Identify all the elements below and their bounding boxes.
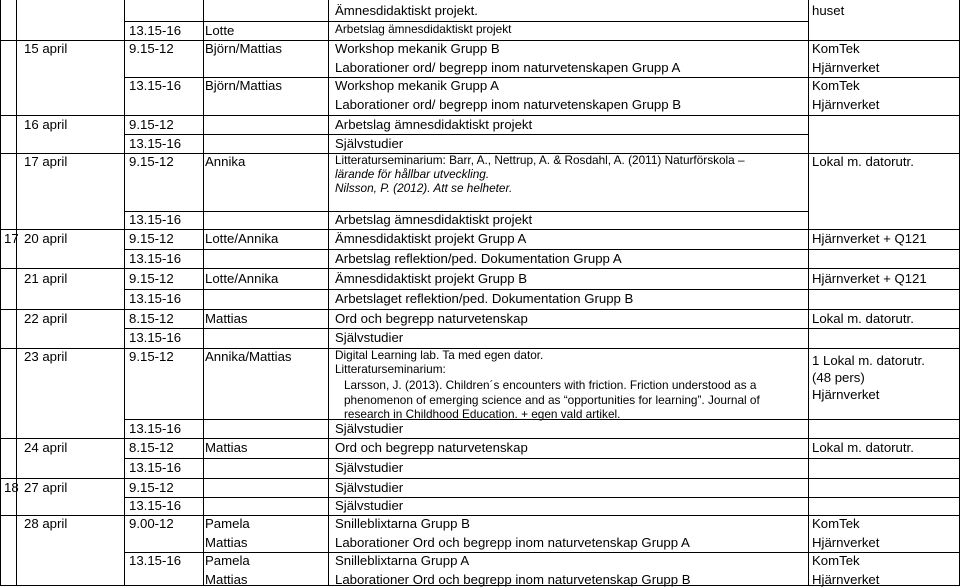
session-time: 9.15-12 <box>129 479 174 495</box>
location-text: Lokal m. datorutr. <box>812 154 914 169</box>
column-divider <box>808 134 809 153</box>
column-divider <box>808 438 809 458</box>
column-divider <box>808 249 809 268</box>
column-divider <box>808 478 809 497</box>
activity-text: Snilleblixtarna Grupp A <box>335 553 470 568</box>
session-date: 22 april <box>24 310 68 326</box>
column-divider <box>808 515 809 552</box>
row-divider <box>0 268 960 269</box>
row-divider <box>124 134 808 135</box>
teacher-name: Lotte/Annika <box>205 270 279 286</box>
session-time: 8.15-12 <box>129 310 174 326</box>
activity-text: Arbetslag reflektion/ped. Dokumentation Grupp A <box>335 250 622 266</box>
session-time: 13.15-16 <box>129 498 182 513</box>
location-text: Hjärnverket + Q121 <box>812 231 927 246</box>
location-text: (48 pers) <box>812 370 865 385</box>
activity-text: Nilsson, P. (2012). Att se helheter. <box>335 181 513 196</box>
activity-text: Laborationer ord/ begrepp inom naturvetenskapen Grupp B <box>335 96 682 112</box>
location-text: Hjärnverket <box>812 59 880 75</box>
session-time: 9.15-12 <box>129 41 174 56</box>
location-text: huset <box>812 2 845 18</box>
teacher-name: Lotte <box>205 22 235 38</box>
activity-text: Ämnesdidaktiskt projekt Grupp A <box>335 231 527 246</box>
activity-text: Laborationer Ord och begrepp inom naturvetenskap Grupp A <box>335 534 690 550</box>
row-divider <box>0 229 960 230</box>
column-divider <box>808 153 809 211</box>
teacher-name: Annika <box>205 154 246 169</box>
activity-text: Ämnesdidaktiskt projekt. <box>335 2 478 18</box>
column-divider <box>808 268 809 289</box>
session-time: 13.15-16 <box>129 212 182 227</box>
activity-text: Laborationer ord/ begrepp inom naturvetenskapen Grupp A <box>335 59 681 75</box>
session-time: 13.15-16 <box>129 420 182 436</box>
column-divider <box>16 0 17 586</box>
teacher-name: Pamela <box>205 516 250 531</box>
session-time: 9.15-12 <box>129 231 174 246</box>
teacher-name: Björn/Mattias <box>205 78 282 93</box>
teacher-name: Björn/Mattias <box>205 41 282 56</box>
activity-text: Självstudier <box>335 479 404 495</box>
row-divider <box>124 458 960 459</box>
column-divider <box>808 21 809 40</box>
location-text: Hjärnverket + Q121 <box>812 270 927 286</box>
column-divider <box>808 348 809 419</box>
teacher-name: Annika/Mattias <box>205 349 292 364</box>
column-divider <box>808 229 809 249</box>
teacher-name: Mattias <box>205 534 248 550</box>
location-text: 1 Lokal m. datorutr. <box>812 353 925 368</box>
activity-text: Självstudier <box>335 420 404 436</box>
location-text: KomTek <box>812 553 860 568</box>
activity-text: Självstudier <box>335 498 404 513</box>
activity-text: Litteraturseminarium: Barr, A., Nettrup, A. & Rosdahl, A. (2011) Naturförskola – <box>335 153 745 167</box>
teacher-name: Pamela <box>205 553 250 568</box>
location-text: KomTek <box>812 78 860 93</box>
activity-text: Arbetslag ämnesdidaktiskt projekt <box>335 212 533 227</box>
session-date: 15 april <box>24 41 68 56</box>
session-time: 13.15-16 <box>129 330 182 345</box>
column-divider <box>808 497 809 515</box>
column-divider <box>808 40 809 77</box>
location-text: KomTek <box>812 41 860 56</box>
teacher-name: Mattias <box>205 440 248 455</box>
location-text: Hjärnverket <box>812 387 880 402</box>
activity-text: phenomenon of emerging science and as “opportunities for learning”. Journal of <box>344 392 760 407</box>
row-divider <box>124 249 960 250</box>
column-divider <box>0 0 1 586</box>
activity-text: Workshop mekanik Grupp A <box>335 78 499 93</box>
column-divider <box>808 328 809 348</box>
row-divider <box>124 289 960 290</box>
column-divider <box>808 458 809 478</box>
session-time: 9.15-12 <box>129 154 174 169</box>
session-time: 13.15-16 <box>129 460 182 475</box>
column-divider <box>808 552 809 586</box>
session-time: 13.15-16 <box>129 250 182 266</box>
week-number: 17 <box>4 231 19 246</box>
session-time: 13.15-16 <box>129 78 182 93</box>
teacher-name: Lotte/Annika <box>205 231 279 246</box>
location-text: Lokal m. datorutr. <box>812 310 914 326</box>
activity-text: Laborationer Ord och begrepp inom naturvetenskap Grupp B <box>335 571 691 587</box>
activity-text: Snilleblixtarna Grupp B <box>335 516 470 531</box>
session-time: 8.15-12 <box>129 440 174 455</box>
column-divider <box>328 0 329 586</box>
session-date: 27 april <box>24 479 68 495</box>
week-number: 18 <box>4 479 19 495</box>
session-time: 13.15-16 <box>129 553 182 568</box>
session-time: 13.15-16 <box>129 22 182 38</box>
row-divider <box>124 497 960 498</box>
activity-text: lärande för hållbar utveckling. <box>335 167 490 182</box>
session-date: 28 april <box>24 516 68 531</box>
column-divider <box>808 211 809 229</box>
location-text: KomTek <box>812 516 860 531</box>
activity-text: Digital Learning lab. Ta med egen dator. <box>335 348 544 362</box>
column-divider <box>808 419 809 438</box>
session-date: 16 april <box>24 116 68 132</box>
teacher-name: Mattias <box>205 571 248 587</box>
activity-text: Självstudier <box>335 330 404 345</box>
session-date: 17 april <box>24 154 68 169</box>
session-date: 23 april <box>24 349 68 364</box>
session-date: 21 april <box>24 270 68 286</box>
row-divider <box>0 309 960 310</box>
activity-text: research in Childhood Education. + egen vald artikel. <box>344 406 621 421</box>
session-date: 24 april <box>24 440 68 455</box>
session-time: 9.00-12 <box>129 516 174 531</box>
row-divider <box>0 478 960 479</box>
location-text: Lokal m. datorutr. <box>812 440 914 455</box>
activity-text: Litteraturseminarium: <box>335 362 446 377</box>
session-time: 13.15-16 <box>129 135 182 151</box>
location-text: Hjärnverket <box>812 571 880 587</box>
column-divider <box>808 309 809 328</box>
column-divider <box>124 0 125 586</box>
activity-text: Arbetslaget reflektion/ped. Dokumentation Grupp B <box>335 291 634 306</box>
column-divider <box>808 289 809 309</box>
column-divider <box>808 77 809 115</box>
teacher-name: Mattias <box>205 310 248 326</box>
row-divider <box>0 115 960 116</box>
activity-text: Arbetslag ämnesdidaktiskt projekt <box>335 116 533 132</box>
activity-text: Ämnesdidaktiskt projekt Grupp B <box>335 270 528 286</box>
activity-text: Larsson, J. (2013). Children´s encounters with friction. Friction understood as a <box>344 378 757 393</box>
column-divider <box>203 0 204 586</box>
activity-text: Workshop mekanik Grupp B <box>335 41 500 56</box>
column-divider <box>808 0 809 21</box>
session-time: 13.15-16 <box>129 291 182 306</box>
session-time: 9.15-12 <box>129 270 174 286</box>
activity-text: Ord och begrepp naturvetenskap <box>335 310 528 326</box>
session-time: 9.15-12 <box>129 116 174 132</box>
session-date: 20 april <box>24 231 68 246</box>
session-time: 9.15-12 <box>129 349 174 364</box>
location-text: Hjärnverket <box>812 534 880 550</box>
activity-text: Arbetslag ämnesdidaktiskt projekt <box>335 21 512 36</box>
location-text: Hjärnverket <box>812 96 880 112</box>
row-divider <box>124 328 960 329</box>
row-divider <box>0 438 960 439</box>
activity-text: Självstudier <box>335 135 404 151</box>
activity-text: Självstudier <box>335 460 404 475</box>
column-divider <box>808 115 809 134</box>
activity-text: Ord och begrepp naturvetenskap <box>335 440 528 455</box>
